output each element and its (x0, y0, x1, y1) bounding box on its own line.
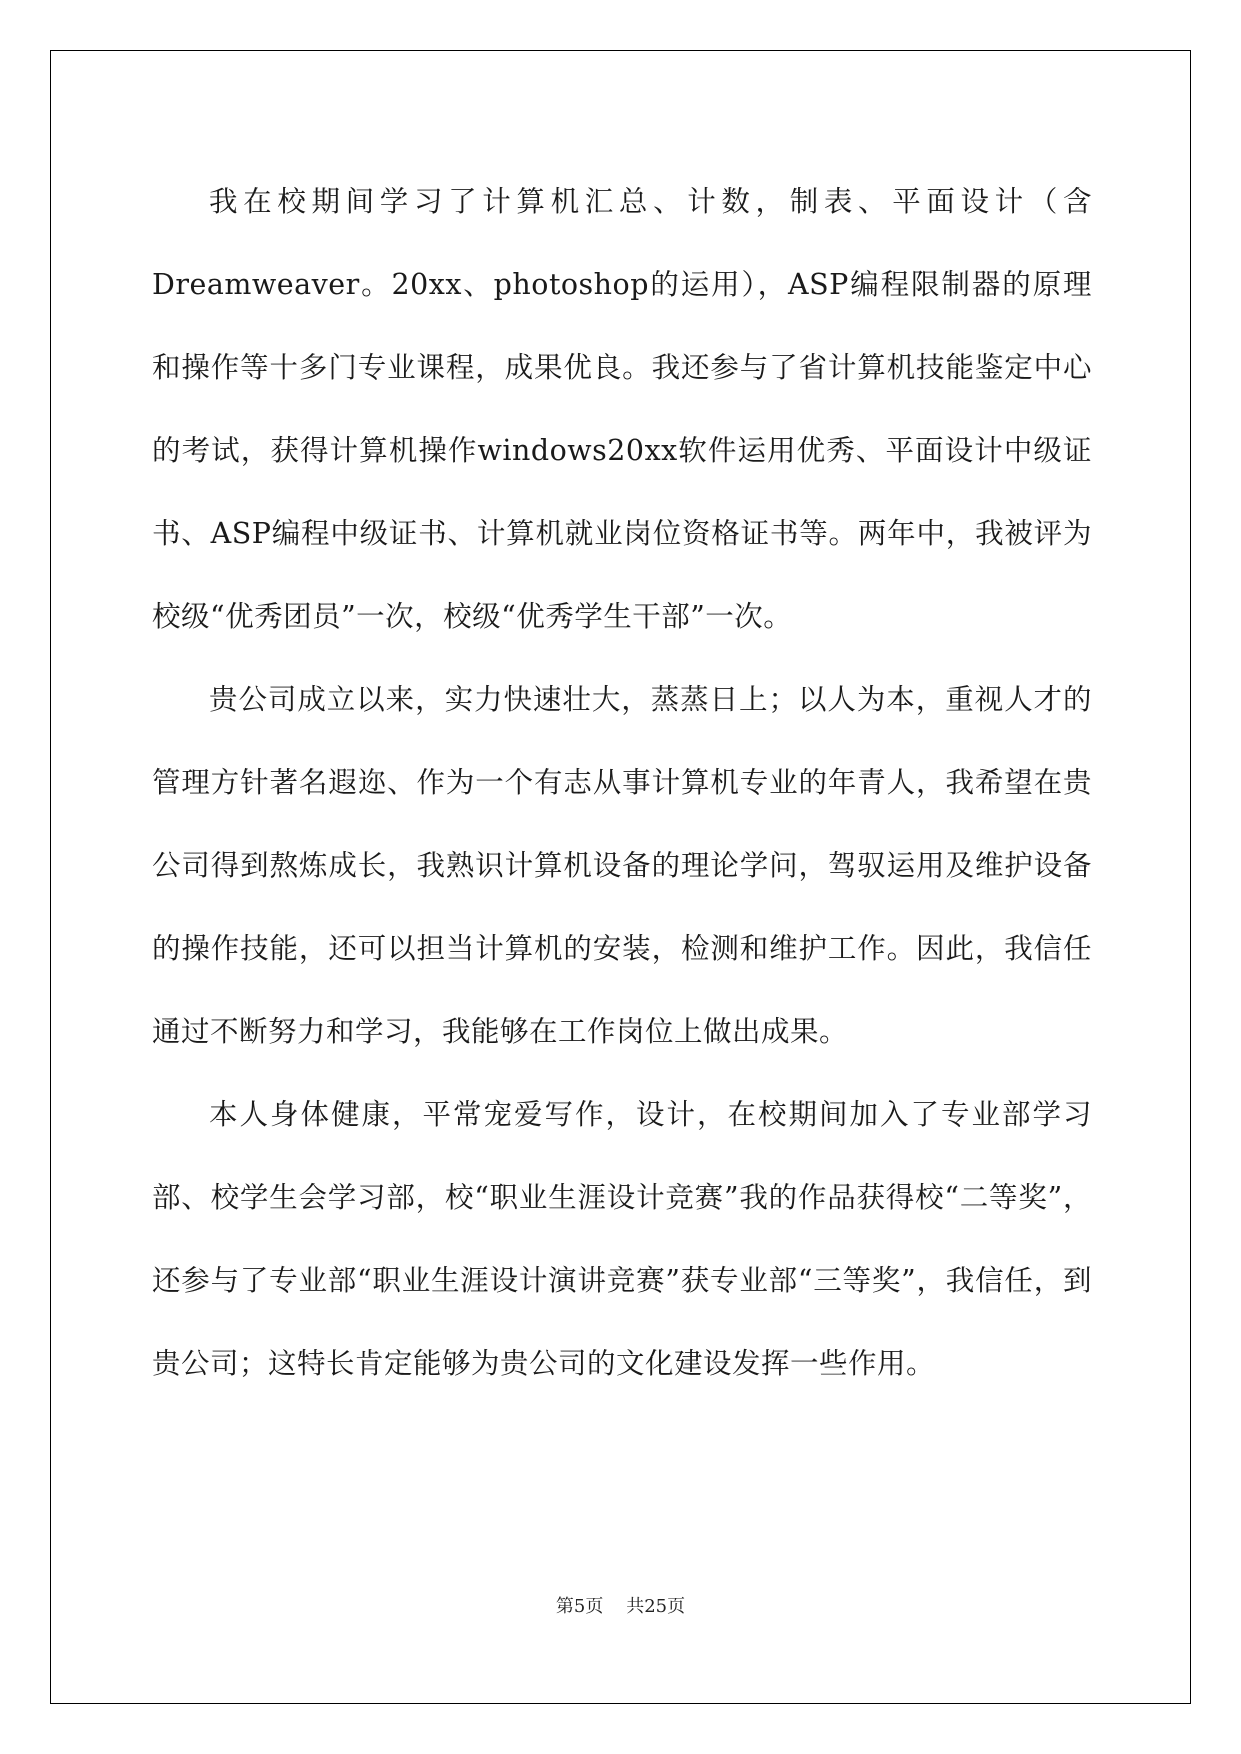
paragraph-company: 贵公司成立以来，实力快速壮大，蒸蒸日上；以人为本，重视人才的管理方针著名遐迩、作为一个有志从事计算机专业的年青人，我希望在贵公司得到熬炼成长，我熟识计算机设备的理论学问，驾驭运用及维护设备的操作技能，还可以担当计算机的安装，检测和维护工作。因此，我信任通过不断努力和学习，我能够在工作岗位上做出成果。 (152, 683, 1092, 1048)
paragraph-personal: 本人身体健康，平常宠爱写作，设计，在校期间加入了专业部学习部、校学生会学习部，校“职业生涯设计竞赛”我的作品获得校“二等奖”，还参与了专业部“职业生涯设计演讲竞赛”获专业部“三等奖”，我信任，到贵公司；这特长肯定能够为贵公司的文化建设发挥一些作用。 (152, 1098, 1092, 1380)
page-footer (0, 1592, 1241, 1618)
page-number: 第5页 (555, 1596, 604, 1617)
paragraph-education: 我在校期间学习了计算机汇总、计数，制表、平面设计（含Dreamweaver。20xx、photoshop的运用），ASP编程限制器的原理和操作等十多门专业课程，成果优良。我还参与了省计算机技能鉴定中心的考试，获得计算机操作windows20xx软件运用优秀、平面设计中级证书、ASP编程中级证书、计算机就业岗位资格证书等。两年中，我被评为校级“优秀团员”一次，校级“优秀学生干部”一次。 (152, 185, 1092, 633)
page-total: 共25页 (626, 1596, 686, 1617)
document-body (152, 160, 1092, 1405)
